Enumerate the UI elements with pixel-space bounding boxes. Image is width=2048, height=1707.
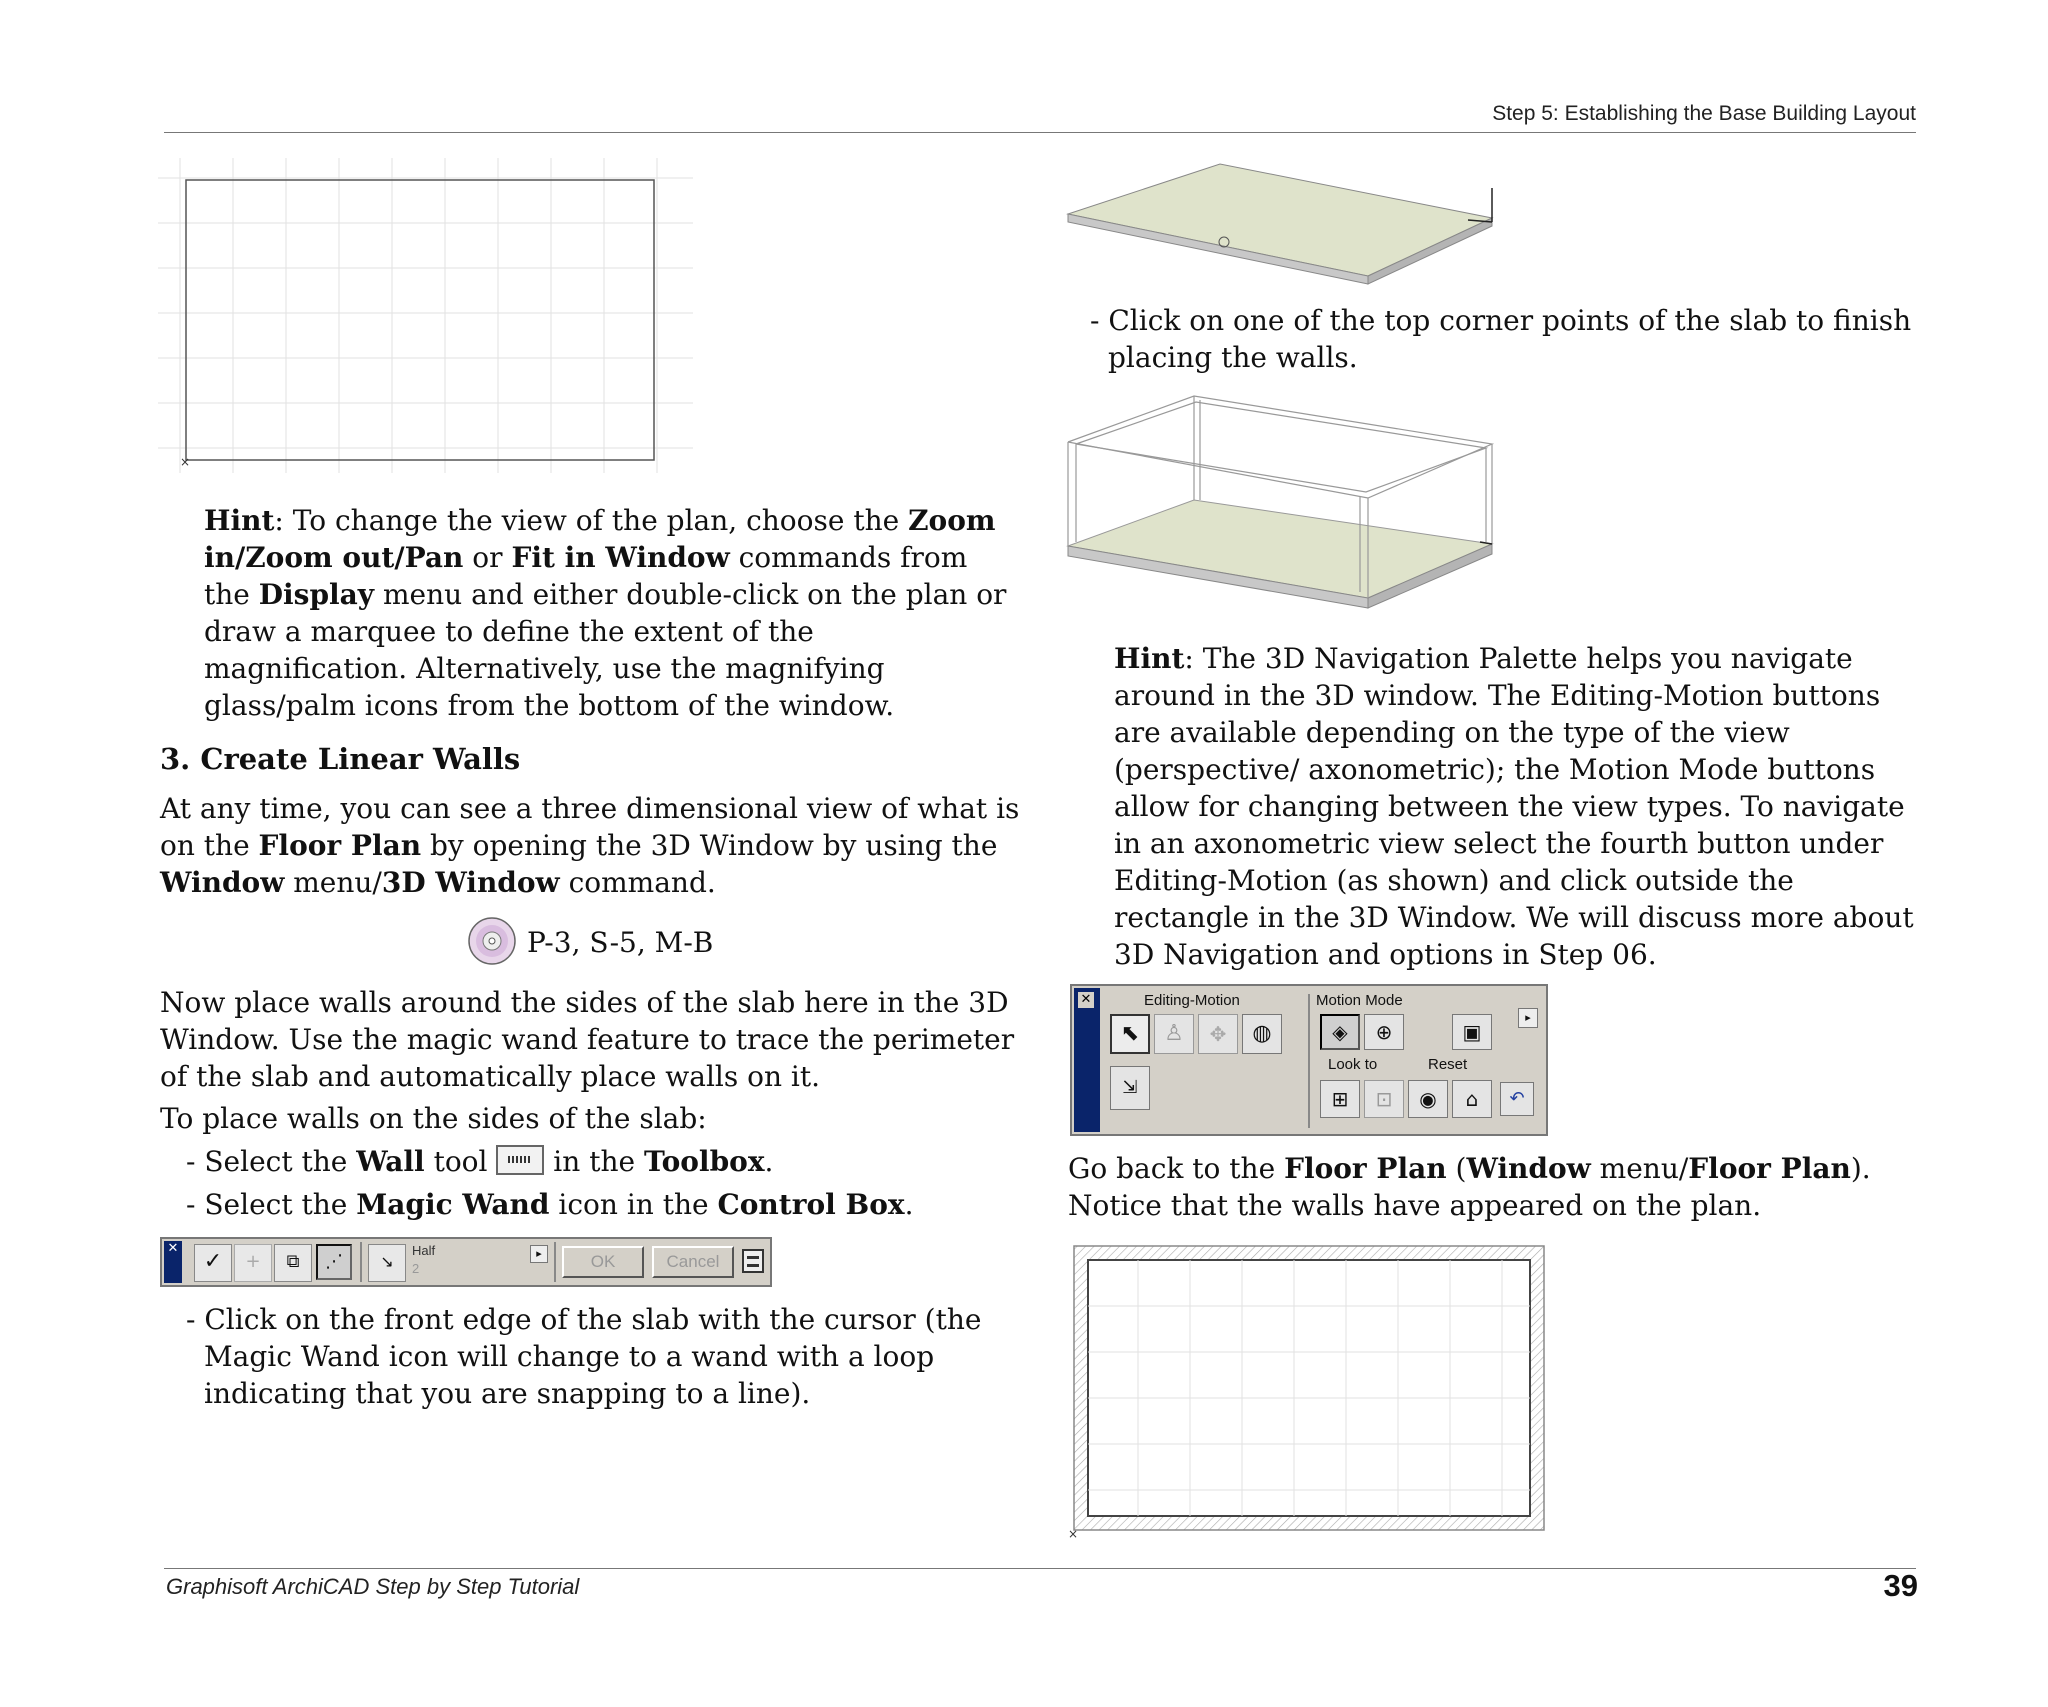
floor-plan-walls-figure [1066,1240,1556,1540]
para-text: At any time, you can see a three dimensional view of what is on the [160,792,1020,862]
motion-mode-label: Motion Mode [1316,992,1403,1009]
hint-label: Hint [1114,642,1185,675]
para-text: ). Notice that the walls have appeared on the plan. [1068,1152,1871,1222]
step-text: icon in the [549,1188,718,1221]
step-text: in the [544,1145,644,1178]
look-to-center-button[interactable]: ⊞ [1320,1080,1360,1118]
bold-window: Window [1466,1152,1591,1185]
half-label: Half [412,1243,436,1258]
walls-3d-figure [1066,392,1506,622]
look-to-target-button[interactable]: ⊡ [1364,1080,1404,1118]
zoom-button[interactable]: ⇲ [1110,1066,1150,1110]
step-text: . [904,1188,914,1221]
step-select-wall [186,1143,773,1180]
running-header: Step 5: Establishing the Base Building Layout [1492,102,1916,125]
cancel-button[interactable]: Cancel [652,1246,734,1278]
bold-control-box: Control Box [717,1188,905,1221]
hint-text: menu and either double-click on the plan or draw a marquee to define the extent of the magnification. Alternatively, use the magnifying glass/palm icons from the bottom of the window. [204,578,1007,722]
reset-view-button[interactable]: ◉ [1408,1080,1448,1118]
svg-text:×: × [180,455,191,469]
hint-text: or [463,541,512,574]
home-icon[interactable]: ⌂ [1452,1080,1492,1118]
palette-flyout-icon[interactable]: ▸ [1518,1008,1538,1028]
divider [554,1242,556,1282]
section-heading: 3. Create Linear Walls [160,742,521,776]
divider [360,1242,362,1282]
palette-close-strip[interactable]: ✕ [1074,988,1100,1132]
footer-rule [164,1568,1916,1569]
perspective-mode-button[interactable]: ◈ [1320,1014,1360,1050]
hint-bold-zoom: Zoom in/Zoom out/Pan [204,504,996,574]
intro-paragraph [160,790,1020,901]
floor-plan-grid-figure [158,158,693,473]
step-click-front-edge: - Click on the front edge of the slab with the cursor (the Magic Wand icon will change to a wand with a loop indicating that you are snapping to a line). [186,1303,982,1410]
para-text: Go back to the [1068,1152,1285,1185]
bold-floor-plan: Floor Plan [1688,1152,1851,1185]
hint-3d-navigation [1114,640,1922,973]
reference-line-button[interactable]: ⧉ [274,1244,312,1282]
step-text: - Select the [186,1145,357,1178]
bold-toolbox: Toolbox [643,1145,765,1178]
bold-3d-window: 3D Window [381,866,560,899]
bold-floor-plan: Floor Plan [1284,1152,1447,1185]
para-text: by opening the 3D Window by using the [421,829,998,862]
go-back-paragraph [1068,1150,1928,1224]
hint-text: : The 3D Navigation Palette helps you navigate around in the 3D window. The Editing-Motion buttons are available depending on the type of the view (perspective/ axonometric); the Motion Mode buttons allow for changing between the view types. To navigate in an axonometric view select the fourth button under Editing-Motion (as shown) and click outside the rectangle in the 3D Window. We will discuss more about 3D Navigation and options in Step 06. [1114,642,1914,971]
view-cube-button[interactable]: ▣ [1452,1014,1492,1050]
flyout-arrow-icon[interactable]: ▸ [530,1245,548,1263]
step-click-corner: - Click on one of the top corner points of the slab to finish placing the walls. [1090,304,1912,374]
para-text: command. [559,866,716,899]
para-text: ( [1446,1152,1467,1185]
header-rule [164,132,1916,133]
bold-wall: Wall [356,1145,425,1178]
bold-floor-plan: Floor Plan [258,829,422,862]
cd-icon [467,916,517,966]
hint-bold-fit: Fit in Window [511,541,730,574]
hint-text: : To change the view of the plan, choose the [274,504,909,537]
hint-paragraph [204,502,1020,724]
bold-magic-wand: Magic Wand [356,1188,550,1221]
hint-bold-display: Display [258,578,375,611]
slab-3d-figure [1066,160,1506,285]
ok-button[interactable]: OK [562,1246,644,1278]
axonometric-mode-button[interactable]: ⊕ [1364,1014,1404,1050]
para-text: menu/ [1590,1152,1689,1185]
reset-label: Reset [1428,1056,1468,1073]
edit-select-button[interactable]: ⬉ [1110,1014,1150,1054]
control-box-close-icon[interactable]: ✕ [164,1241,182,1283]
wall-geometry-button[interactable]: + [234,1244,272,1282]
paragraph-walls: Now place walls around the sides of the slab here in the 3D Window. Use the magic wand feature to trace the perimeter of the slab and automatically place walls on it. [160,986,1015,1093]
look-to-label: Look to [1328,1056,1378,1073]
cd-reference: P-3, S-5, M-B [527,926,714,959]
page-number: 39 [1883,1568,1918,1603]
step-text: - Select the [186,1188,357,1221]
control-box-menu-icon[interactable] [742,1249,764,1273]
para-text: menu/ [284,866,382,899]
wall-method-button[interactable]: ✓ [194,1244,232,1282]
hint-label: Hint [204,504,275,537]
wall-tool-icon [496,1145,544,1175]
palette-divider [1308,994,1310,1128]
editing-motion-label: Editing-Motion [1144,992,1240,1009]
paragraph-steps-intro: To place walls on the sides of the slab: [160,1102,707,1135]
step-text: tool [424,1145,497,1178]
step-select-magic-wand [186,1186,913,1223]
hint-text: commands from the [204,541,968,611]
control-box-toolbar [160,1237,772,1287]
svg-text:×: × [1068,1527,1079,1540]
bold-window: Window [160,866,285,899]
walk-button[interactable]: ♙ [1154,1014,1194,1054]
undo-view-icon[interactable]: ↶ [1500,1082,1534,1116]
3d-navigation-palette [1070,984,1548,1136]
footer-title: Graphisoft ArchiCAD Step by Step Tutorial [166,1574,580,1599]
pan-button[interactable]: ✥ [1198,1014,1238,1054]
step-text: . [764,1145,774,1178]
orbit-button[interactable]: ◍ [1242,1014,1282,1054]
magic-wand-icon[interactable]: ⋰ [316,1244,352,1280]
half-selector[interactable]: ↘ [368,1244,406,1282]
half-value: 2 [412,1261,420,1276]
